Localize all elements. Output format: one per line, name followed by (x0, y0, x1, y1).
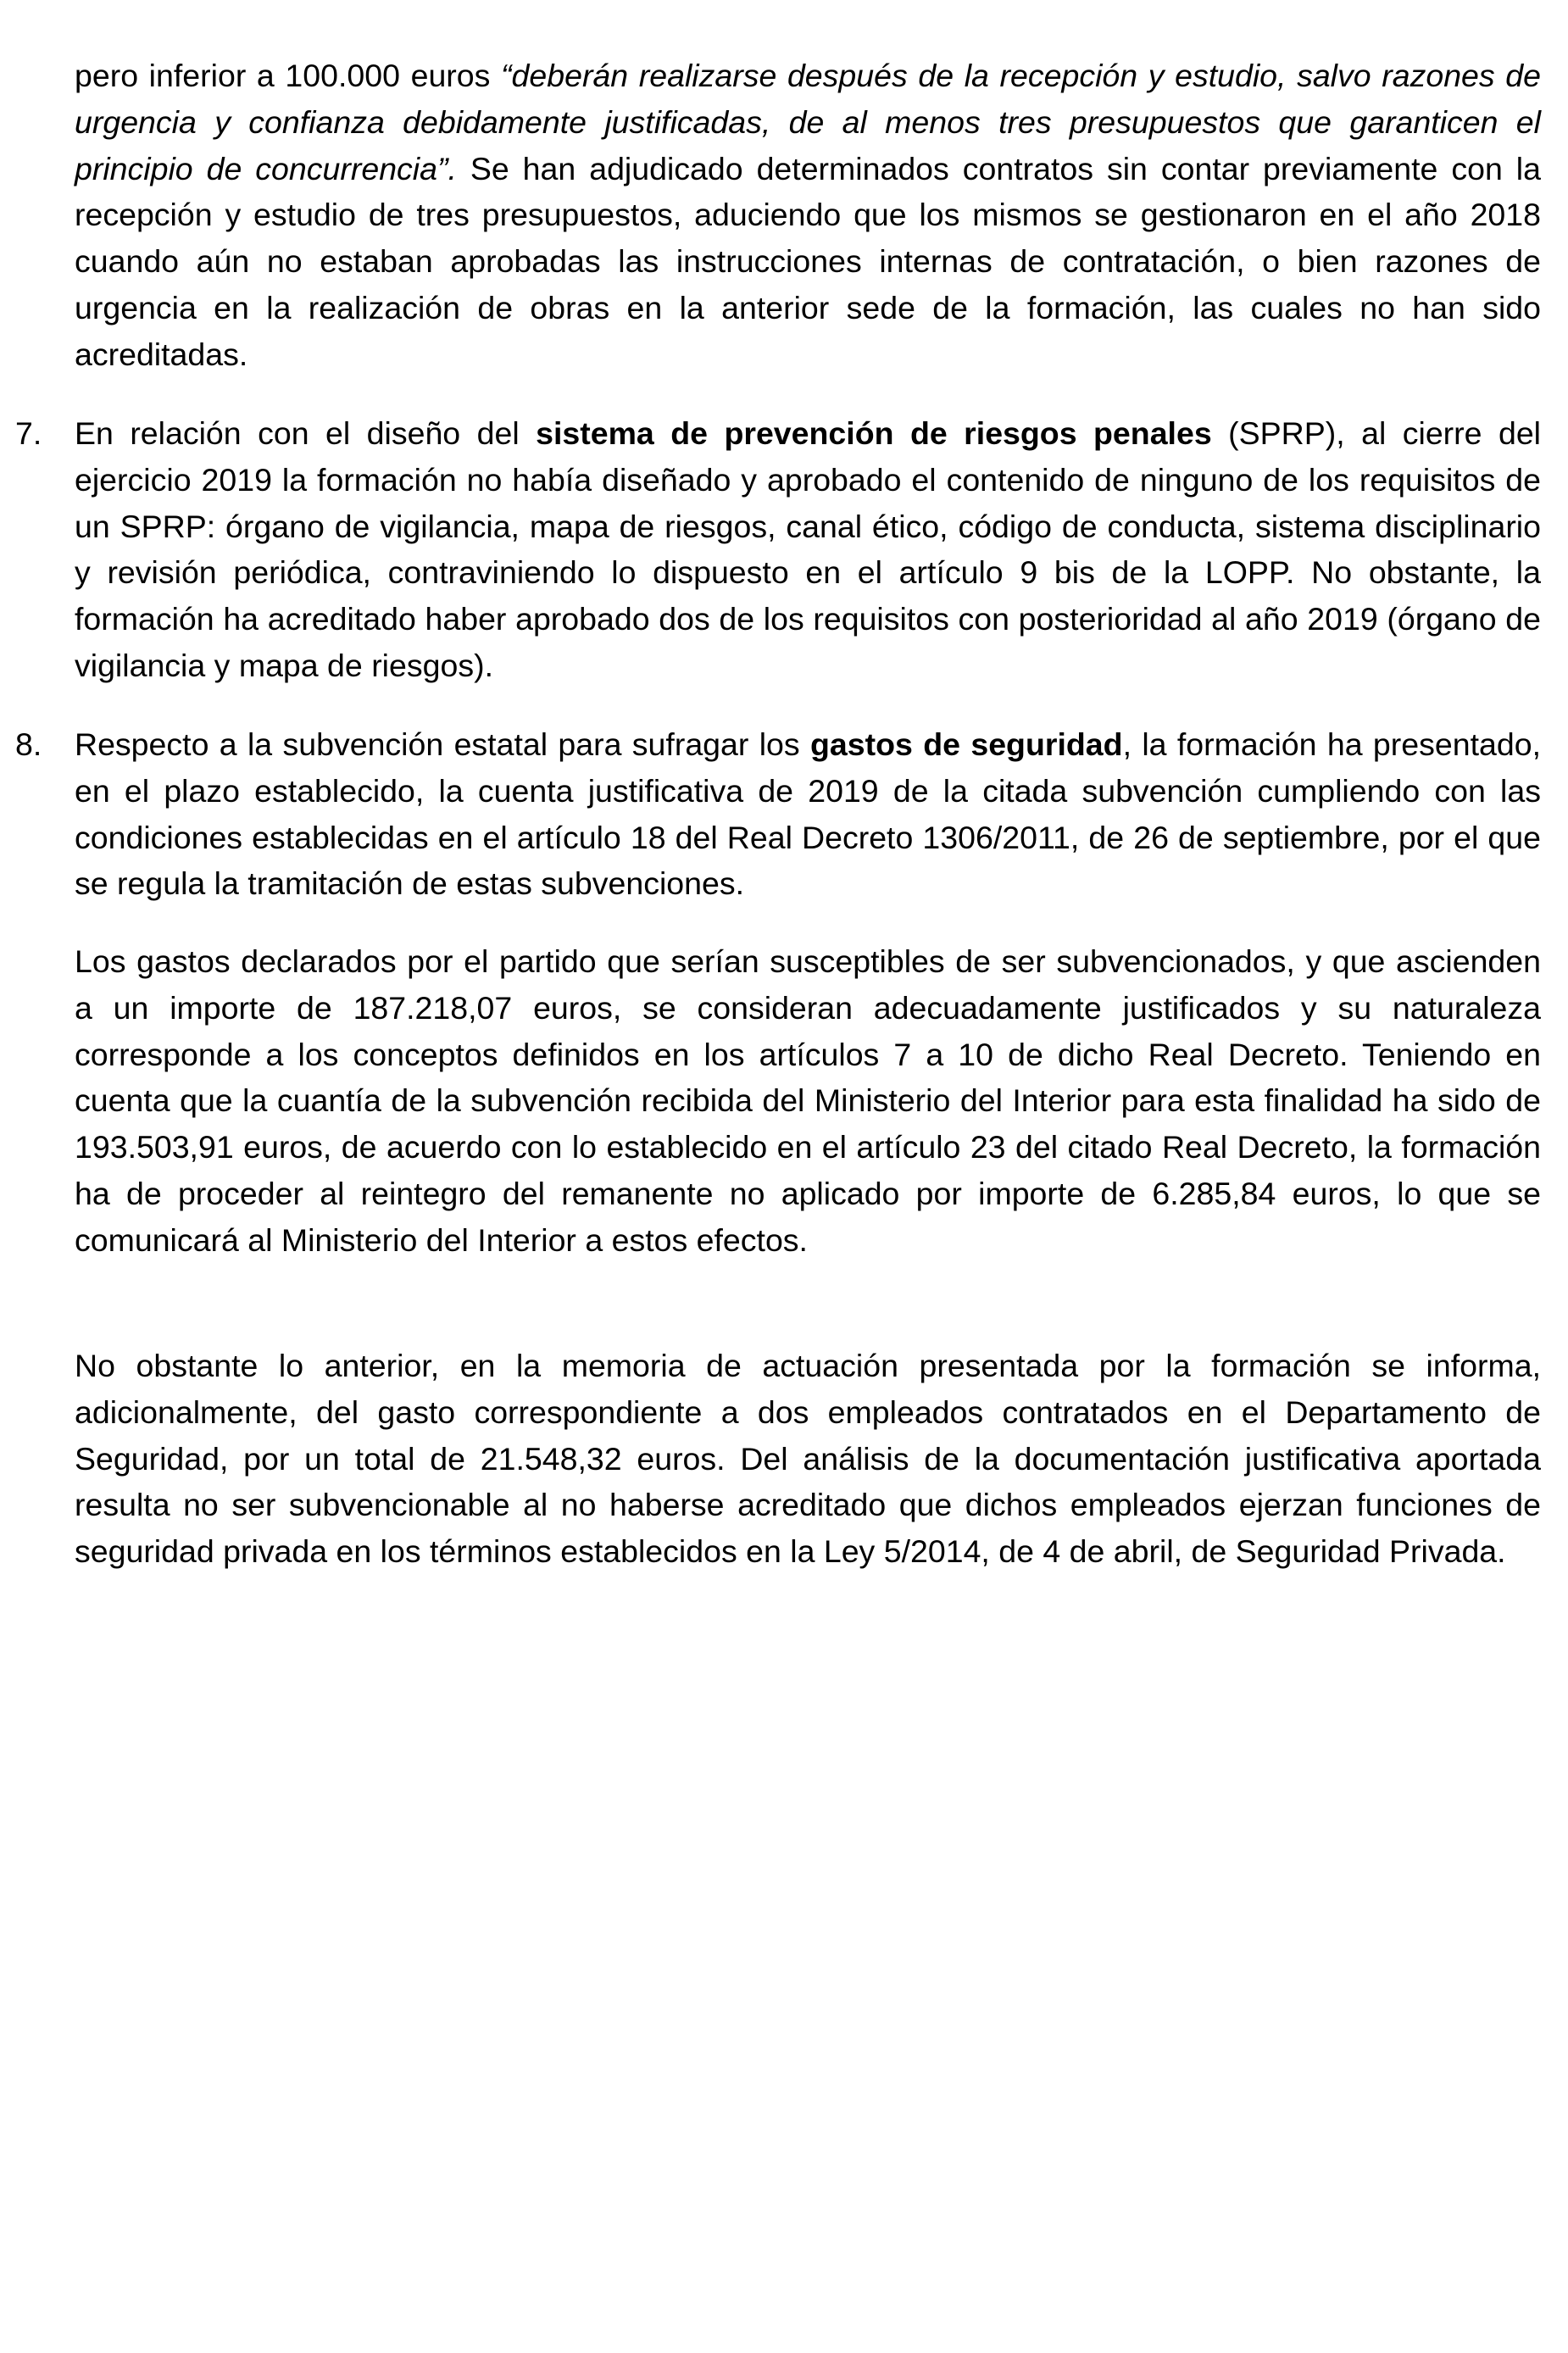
list-item-7-text (75, 410, 1541, 689)
item8-paragraph-2: Los gastos declarados por el partido que serían susceptibles de ser subvencionados, y que ascienden a un importe de 187.218,07 euros, se consideran adecuadamente justificados y su naturaleza corresponde a los conceptos definidos en los artículos 7 a 10 de dicho Real Decreto. Teniendo en cuenta que la cuantía de la subvención recibida del Ministerio del Interior para esta finalidad ha sido de 193.503,91 euros, de acuerdo con lo establecido en el artículo 23 del citado Real Decreto, la formación ha de proceder al reintegro del remanente no aplicado por importe de 6.285,84 euros, lo que se comunicará al Ministerio del Interior a estos efectos. (75, 943, 1541, 1258)
intro-text-before: pero inferior a 100.000 euros (75, 58, 502, 93)
list-item-7 (15, 410, 1542, 689)
item7-bold-term: sistema de prevención de riesgos penales (536, 415, 1212, 451)
intro-quote: “deberán realizarse después de la recepción y estudio, salvo razones de urgencia y confianza debidamente justificadas, de al menos tres presupuestos que garanticen el principio de concurrencia”. (75, 58, 1541, 186)
intro-text-after: Se han adjudicado determinados contratos sin contar previamente con la recepción y estudio de tres presupuestos, aduciendo que los mismos se gestionaron en el año 2018 cuando aún no estaban aprobadas las instrucciones internas de contratación, o bien razones de urgencia en la realización de obras en la anterior sede de la formación, las cuales no han sido acreditadas. (75, 150, 1541, 372)
intro-paragraph (75, 53, 1541, 378)
list-item-8-text (75, 721, 1541, 907)
list-item-8 (15, 721, 1541, 907)
item7-text-after: (SPRP), al cierre del ejercicio 2019 la formación no había diseñado y aprobado el contenido de ninguno de los requisitos de un SPRP: órgano de vigilancia, mapa de riesgos, canal ético, código de conducta, sistema disciplinario y revisión periódica, contraviniendo lo dispuesto en el artículo 9 bis de la LOPP. No obstante, la formación ha acreditado haber aprobado dos de los requisitos con posterioridad al año 2019 (órgano de vigilancia y mapa de riesgos). (75, 415, 1542, 683)
item8-text-after: , la formación ha presentado, en el plazo establecido, la cuenta justificativa de 2019 de la citada subvención cumpliendo con las condiciones establecidas en el artículo 18 del Real Decreto 1306/2011, de 26 de septiembre, por el que se regula la tramitación de estas subvenciones. (75, 726, 1541, 902)
list-item-number: 8. (15, 726, 42, 762)
item8-paragraph-3: No obstante lo anterior, en la memoria de actuación presentada por la formación se informa, adicionalmente, del gasto correspondiente a dos empleados contratados en el Departamento de Seguridad, por un total de 21.548,32 euros. Del análisis de la documentación justificativa aportada resulta no ser subvencionable al no haberse acreditado que dichos empleados ejerzan funciones de seguridad privada en los términos establecidos en la Ley 5/2014, de 4 de abril, de Seguridad Privada. (75, 1348, 1541, 1570)
item7-text-before: En relación con el diseño del (75, 415, 537, 451)
item8-bold-term: gastos de seguridad (810, 726, 1123, 762)
item8-text-before: Respecto a la subvención estatal para sufragar los (75, 726, 811, 762)
list-item-number: 7. (15, 415, 42, 451)
